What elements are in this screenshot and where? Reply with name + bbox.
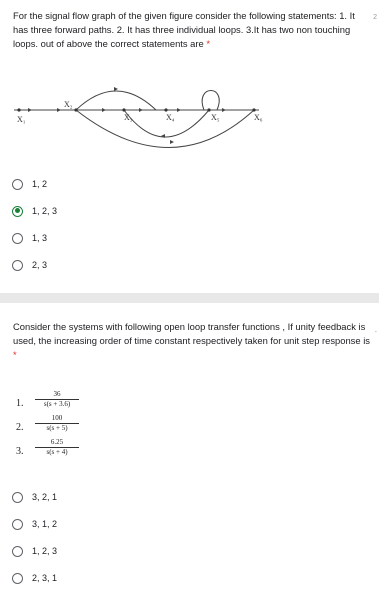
option-label: 1, 2, 3 [32,206,58,216]
tf-index: 2. [16,422,24,433]
edge-mark: - [374,329,377,336]
tf-numerator: 100 [51,414,63,422]
forward-arc-x2-x5 [76,110,254,148]
option-label: 2, 3 [32,260,48,270]
node-label: X₆ [254,113,263,122]
radio-button[interactable] [12,179,23,190]
radio-button[interactable] [12,233,23,244]
option-1-2[interactable] [12,176,47,192]
node-label: X₃ [124,113,133,122]
radio-button[interactable] [12,546,23,557]
tf-numerator: 36 [53,390,61,398]
radio-button[interactable] [12,573,23,584]
radio-button[interactable] [12,519,23,530]
node-label: X₄ [166,113,175,122]
option-label: 3, 1, 2 [32,519,58,529]
option-label: 1, 2, 3 [32,546,58,556]
tf-denominator: s(s + 3.6) [43,400,71,408]
node-label: X₅ [211,113,220,122]
option-3-2-1[interactable] [12,489,57,505]
edge-mark: 2 [373,14,377,21]
required-asterisk: * [206,38,210,49]
question-1-prompt: For the signal flow graph of the given figure consider the following statements: 1. It has three forward paths. 2. It has three individual loops. 3.It has two non touching loops. out of above the correct statements are [13,10,355,49]
question-2-text [13,320,375,362]
option-label: 1, 2 [32,179,48,189]
section-divider [0,293,379,303]
option-1-2-3[interactable] [12,203,57,219]
question-1-text [13,9,371,51]
option-label: 1, 3 [32,233,48,243]
radio-button-selected[interactable] [12,206,23,217]
signal-flow-graph [14,80,314,166]
option-1-3[interactable] [12,230,47,246]
option-2-3[interactable] [12,257,47,273]
radio-button[interactable] [12,492,23,503]
tf-denominator: s(s + 5) [46,424,68,432]
tf-numerator: 6.25 [50,438,64,446]
question-2-card [0,303,379,604]
option-1-2-3[interactable] [12,543,57,559]
node-label: X₁ [17,115,26,124]
option-3-1-2[interactable] [12,516,57,532]
required-asterisk: * [13,349,17,360]
question-1-card [0,0,379,288]
option-label: 3, 2, 1 [32,492,58,502]
node-label: X₂ [64,100,73,109]
radio-button[interactable] [12,260,23,271]
option-2-3-1[interactable] [12,570,57,586]
self-loop-x4 [202,91,219,111]
tf-denominator: s(s + 4) [46,448,68,456]
tf-index: 1. [16,398,24,409]
loop-arc-x2-x3 [76,91,156,110]
question-2-prompt: Consider the systems with following open loop transfer functions , If unity feedback is used, the increasing order of time constant respectively taken for unit step response is [13,321,370,346]
tf-index: 3. [16,446,24,457]
option-label: 2, 3, 1 [32,573,58,583]
